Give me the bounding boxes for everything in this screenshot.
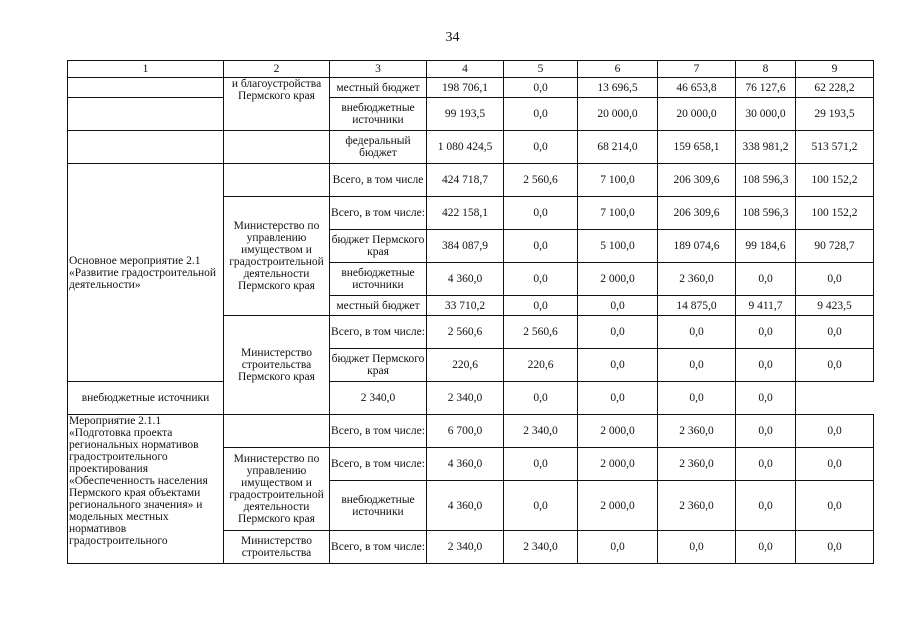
value-cell: 0,0 xyxy=(736,263,796,296)
value-cell: 384 087,9 xyxy=(427,230,504,263)
empty-cell xyxy=(224,164,330,197)
empty-cell xyxy=(68,78,224,98)
value-cell: 2 000,0 xyxy=(578,481,658,531)
value-cell: 2 340,0 xyxy=(504,415,578,448)
column-header: 2 xyxy=(224,61,330,78)
responsible-cell: и благоустройства Пермского края xyxy=(224,78,330,131)
table-row xyxy=(68,98,874,131)
value-cell: 29 193,5 xyxy=(796,98,874,131)
value-cell: 189 074,6 xyxy=(658,230,736,263)
value-cell: 20 000,0 xyxy=(658,98,736,131)
source-cell: Всего, в том числе: xyxy=(330,531,427,564)
value-cell: 422 158,1 xyxy=(427,197,504,230)
value-cell: 14 875,0 xyxy=(658,296,736,316)
value-cell: 0,0 xyxy=(658,382,736,415)
activity-cell: Основное мероприятие 2.1 «Развитие градостроительной деятельности» xyxy=(68,164,224,382)
value-cell: 0,0 xyxy=(504,78,578,98)
column-header: 4 xyxy=(427,61,504,78)
value-cell: 0,0 xyxy=(796,316,874,349)
value-cell: 2 340,0 xyxy=(427,531,504,564)
value-cell: 2 000,0 xyxy=(578,415,658,448)
empty-cell xyxy=(68,131,224,164)
source-cell: внебюджетные источники xyxy=(330,98,427,131)
budget-table xyxy=(67,60,874,564)
value-cell: 0,0 xyxy=(658,349,736,382)
value-cell: 7 100,0 xyxy=(578,164,658,197)
value-cell: 13 696,5 xyxy=(578,78,658,98)
source-cell: внебюджетные источники xyxy=(68,382,224,415)
source-cell: местный бюджет xyxy=(330,78,427,98)
source-cell: внебюджетные источники xyxy=(330,263,427,296)
source-cell: бюджет Пермского края xyxy=(330,349,427,382)
value-cell: 206 309,6 xyxy=(658,164,736,197)
value-cell: 2 560,6 xyxy=(427,316,504,349)
value-cell: 2 360,0 xyxy=(658,415,736,448)
value-cell: 2 340,0 xyxy=(427,382,504,415)
source-cell: федеральный бюджет xyxy=(330,131,427,164)
column-header: 7 xyxy=(658,61,736,78)
value-cell: 0,0 xyxy=(578,349,658,382)
source-cell: Всего, в том числе xyxy=(330,164,427,197)
value-cell: 2 000,0 xyxy=(578,448,658,481)
value-cell: 0,0 xyxy=(796,349,874,382)
empty-cell xyxy=(224,131,330,164)
table-row xyxy=(68,382,874,415)
column-header: 3 xyxy=(330,61,427,78)
source-cell: Всего, в том числе: xyxy=(330,448,427,481)
value-cell: 0,0 xyxy=(796,481,874,531)
value-cell: 100 152,2 xyxy=(796,197,874,230)
value-cell: 0,0 xyxy=(504,230,578,263)
responsible-cell: Министерство по управлению имуществом и градостроительной деятельности Пермского края xyxy=(224,448,330,531)
value-cell: 0,0 xyxy=(504,296,578,316)
value-cell: 62 228,2 xyxy=(796,78,874,98)
value-cell: 2 000,0 xyxy=(578,263,658,296)
value-cell: 4 360,0 xyxy=(427,481,504,531)
value-cell: 0,0 xyxy=(658,316,736,349)
responsible-cell: Министерство по управлению имуществом и градостроительной деятельности Пермского края xyxy=(224,197,330,316)
value-cell: 0,0 xyxy=(578,382,658,415)
empty-cell xyxy=(224,415,330,448)
value-cell: 5 100,0 xyxy=(578,230,658,263)
value-cell: 424 718,7 xyxy=(427,164,504,197)
responsible-cell: Министерство строительства Пермского края xyxy=(224,316,330,415)
value-cell: 2 560,6 xyxy=(504,164,578,197)
value-cell: 99 184,6 xyxy=(736,230,796,263)
value-cell: 2 360,0 xyxy=(658,481,736,531)
value-cell: 0,0 xyxy=(796,263,874,296)
value-cell: 0,0 xyxy=(578,531,658,564)
value-cell: 2 340,0 xyxy=(330,382,427,415)
value-cell: 6 700,0 xyxy=(427,415,504,448)
column-header: 5 xyxy=(504,61,578,78)
source-cell: Всего, в том числе: xyxy=(330,197,427,230)
value-cell: 46 653,8 xyxy=(658,78,736,98)
value-cell: 206 309,6 xyxy=(658,197,736,230)
value-cell: 0,0 xyxy=(504,481,578,531)
value-cell: 0,0 xyxy=(796,415,874,448)
value-cell: 0,0 xyxy=(658,531,736,564)
activity-cell: Мероприятие 2.1.1 «Подготовка проекта региональных нормативов градостроительного проектирования «Обеспеченность населения Пермского края объектами регионального значения» и модельных местных нормативов градостроительного xyxy=(68,415,224,564)
value-cell: 338 981,2 xyxy=(736,131,796,164)
source-cell: бюджет Пермского края xyxy=(330,230,427,263)
value-cell: 9 423,5 xyxy=(796,296,874,316)
value-cell: 198 706,1 xyxy=(427,78,504,98)
empty-cell xyxy=(68,98,224,131)
value-cell: 0,0 xyxy=(504,263,578,296)
value-cell: 513 571,2 xyxy=(796,131,874,164)
column-header: 8 xyxy=(736,61,796,78)
value-cell: 0,0 xyxy=(578,316,658,349)
source-cell: Всего, в том числе: xyxy=(330,316,427,349)
value-cell: 0,0 xyxy=(736,316,796,349)
source-cell: внебюджетные источники xyxy=(330,481,427,531)
value-cell: 0,0 xyxy=(736,415,796,448)
value-cell: 99 193,5 xyxy=(427,98,504,131)
value-cell: 4 360,0 xyxy=(427,448,504,481)
value-cell: 0,0 xyxy=(504,448,578,481)
table-row xyxy=(68,78,874,98)
source-cell: местный бюджет xyxy=(330,296,427,316)
value-cell: 4 360,0 xyxy=(427,263,504,296)
value-cell: 20 000,0 xyxy=(578,98,658,131)
value-cell: 108 596,3 xyxy=(736,197,796,230)
column-header: 9 xyxy=(796,61,874,78)
value-cell: 33 710,2 xyxy=(427,296,504,316)
column-header: 1 xyxy=(68,61,224,78)
value-cell: 108 596,3 xyxy=(736,164,796,197)
value-cell: 68 214,0 xyxy=(578,131,658,164)
value-cell: 220,6 xyxy=(504,349,578,382)
value-cell: 220,6 xyxy=(427,349,504,382)
value-cell: 0,0 xyxy=(736,349,796,382)
value-cell: 0,0 xyxy=(504,382,578,415)
responsible-cell: Министерство строительства xyxy=(224,531,330,564)
value-cell: 0,0 xyxy=(796,531,874,564)
value-cell: 0,0 xyxy=(736,531,796,564)
value-cell: 0,0 xyxy=(736,448,796,481)
value-cell: 0,0 xyxy=(736,481,796,531)
value-cell: 2 360,0 xyxy=(658,263,736,296)
value-cell: 76 127,6 xyxy=(736,78,796,98)
value-cell: 0,0 xyxy=(796,448,874,481)
value-cell: 2 560,6 xyxy=(504,316,578,349)
value-cell: 0,0 xyxy=(504,197,578,230)
value-cell: 0,0 xyxy=(504,131,578,164)
column-header: 6 xyxy=(578,61,658,78)
value-cell: 9 411,7 xyxy=(736,296,796,316)
value-cell: 0,0 xyxy=(736,382,796,415)
value-cell: 2 360,0 xyxy=(658,448,736,481)
value-cell: 1 080 424,5 xyxy=(427,131,504,164)
value-cell: 30 000,0 xyxy=(736,98,796,131)
table-row xyxy=(68,415,874,448)
source-cell: Всего, в том числе: xyxy=(330,415,427,448)
value-cell: 7 100,0 xyxy=(578,197,658,230)
header-row xyxy=(68,61,874,78)
table-row xyxy=(68,131,874,164)
value-cell: 2 340,0 xyxy=(504,531,578,564)
value-cell: 159 658,1 xyxy=(658,131,736,164)
value-cell: 90 728,7 xyxy=(796,230,874,263)
value-cell: 0,0 xyxy=(578,296,658,316)
page-number: 34 xyxy=(445,30,460,45)
value-cell: 0,0 xyxy=(504,98,578,131)
table-row xyxy=(68,164,874,197)
value-cell: 100 152,2 xyxy=(796,164,874,197)
